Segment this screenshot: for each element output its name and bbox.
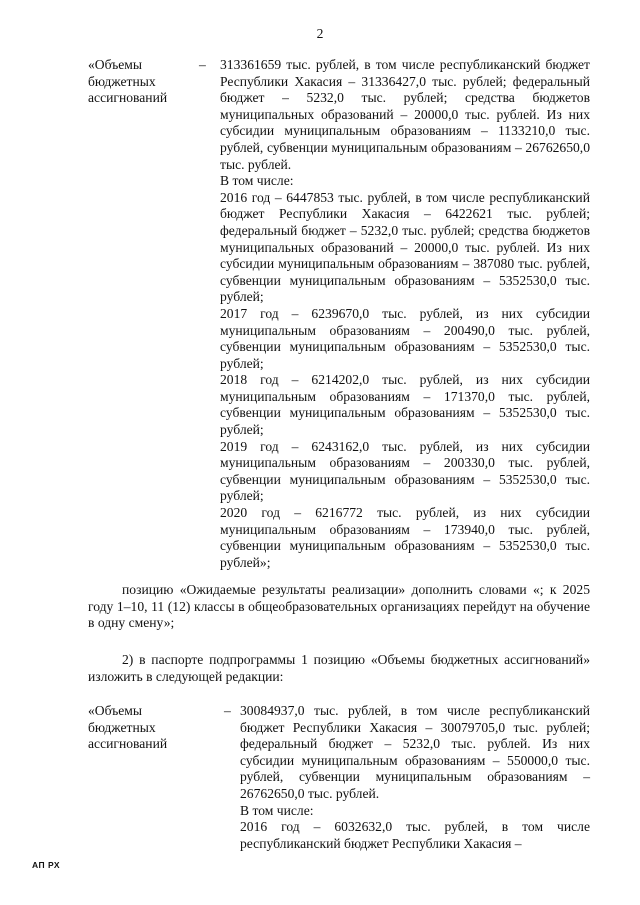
page-number: 2 bbox=[316, 26, 324, 41]
year-entry-2019: 2019 год – 6243162,0 тыс. рублей, из них субсидии муниципальным образованиям – 200330,0 тыс. рублей, субвенции муниципальным образованиям – 5352530,0 тыс. рублей; bbox=[220, 438, 590, 504]
block-dash: – bbox=[224, 703, 231, 718]
block-label: «Объемы бюджетных ассигнований bbox=[88, 703, 168, 752]
subprogram-passport-paragraph: 2) в паспорте подпрограммы 1 позицию «Объемы бюджетных ассигнований» изложить в следующей редакции: bbox=[88, 652, 590, 684]
year-entry-2016: 2016 год – 6032632,0 тыс. рублей, в том числе республиканский бюджет Республики Хакасия – bbox=[240, 819, 590, 851]
block-intro: 30084937,0 тыс. рублей, в том числе республиканский бюджет Республики Хакасия – 30079705,0 тыс. рублей; федеральный бюджет – 5232,0 тыс. рублей. Из них субсидии муниципальным образованиям – 550000,0 тыс. рублей, субвенции муниципальным образованиям – 26762650,0 тыс. рублей. bbox=[240, 703, 590, 801]
block-dash: – bbox=[199, 57, 206, 72]
block-content bbox=[240, 703, 590, 852]
year-entry-2020: 2020 год – 6216772 тыс. рублей, из них субсидии муниципальным образованиям – 173940,0 тыс. рублей, субвенции муниципальным образованиям – 5352530,0 тыс. рублей»; bbox=[220, 505, 590, 570]
budget-allocations-block-1 bbox=[88, 57, 590, 570]
block-content bbox=[220, 57, 590, 571]
year-entry-2018: 2018 год – 6214202,0 тыс. рублей, из них субсидии муниципальным образованиям – 171370,0 тыс. рублей, субвенции муниципальным образованиям – 5352530,0 тыс. рублей; bbox=[220, 372, 590, 438]
year-entry-2017: 2017 год – 6239670,0 тыс. рублей, из них субсидии муниципальным образованиям – 200490,0 тыс. рублей, субвенции муниципальным образованиям – 5352530,0 тыс. рублей; bbox=[220, 305, 590, 371]
expected-results-paragraph: позицию «Ожидаемые результаты реализации» дополнить словами «; к 2025 году 1–10, 11 (12) классы в общеобразовательных организациях перейдут на обучение в одну смену»; bbox=[88, 582, 590, 631]
block-intro: 313361659 тыс. рублей, в том числе республиканский бюджет Республики Хакасия – 31336427,0 тыс. рублей; федеральный бюджет – 5232,0 тыс. рублей; средства бюджетов муниципальных образований – 20000,0 тыс. рублей. Из них субсидии муниципальным образованиям – 1133210,0 тыс. рублей, субвенции муниципальным образованиям – 26762650,0 тыс. рублей. bbox=[220, 57, 590, 172]
footer-mark: АП РХ bbox=[32, 860, 61, 870]
block-subhead: В том числе: bbox=[240, 802, 314, 818]
year-entry-2016: 2016 год – 6447853 тыс. рублей, в том числе республиканский бюджет Республики Хакасия – 6422621 тыс. рублей; федеральный бюджет – 5232,0 тыс. рублей; средства бюджетов муниципальных образований – 20000,0 тыс. рублей. Из них субсидии муниципальным образованиям – 387080 тыс. рублей, субвенции муниципальным образованиям – 5352530,0 тыс. рублей; bbox=[220, 189, 590, 305]
budget-allocations-block-2 bbox=[88, 703, 590, 853]
block-subhead: В том числе: bbox=[220, 173, 294, 189]
block-label: «Объемы бюджетных ассигнований bbox=[88, 57, 168, 106]
